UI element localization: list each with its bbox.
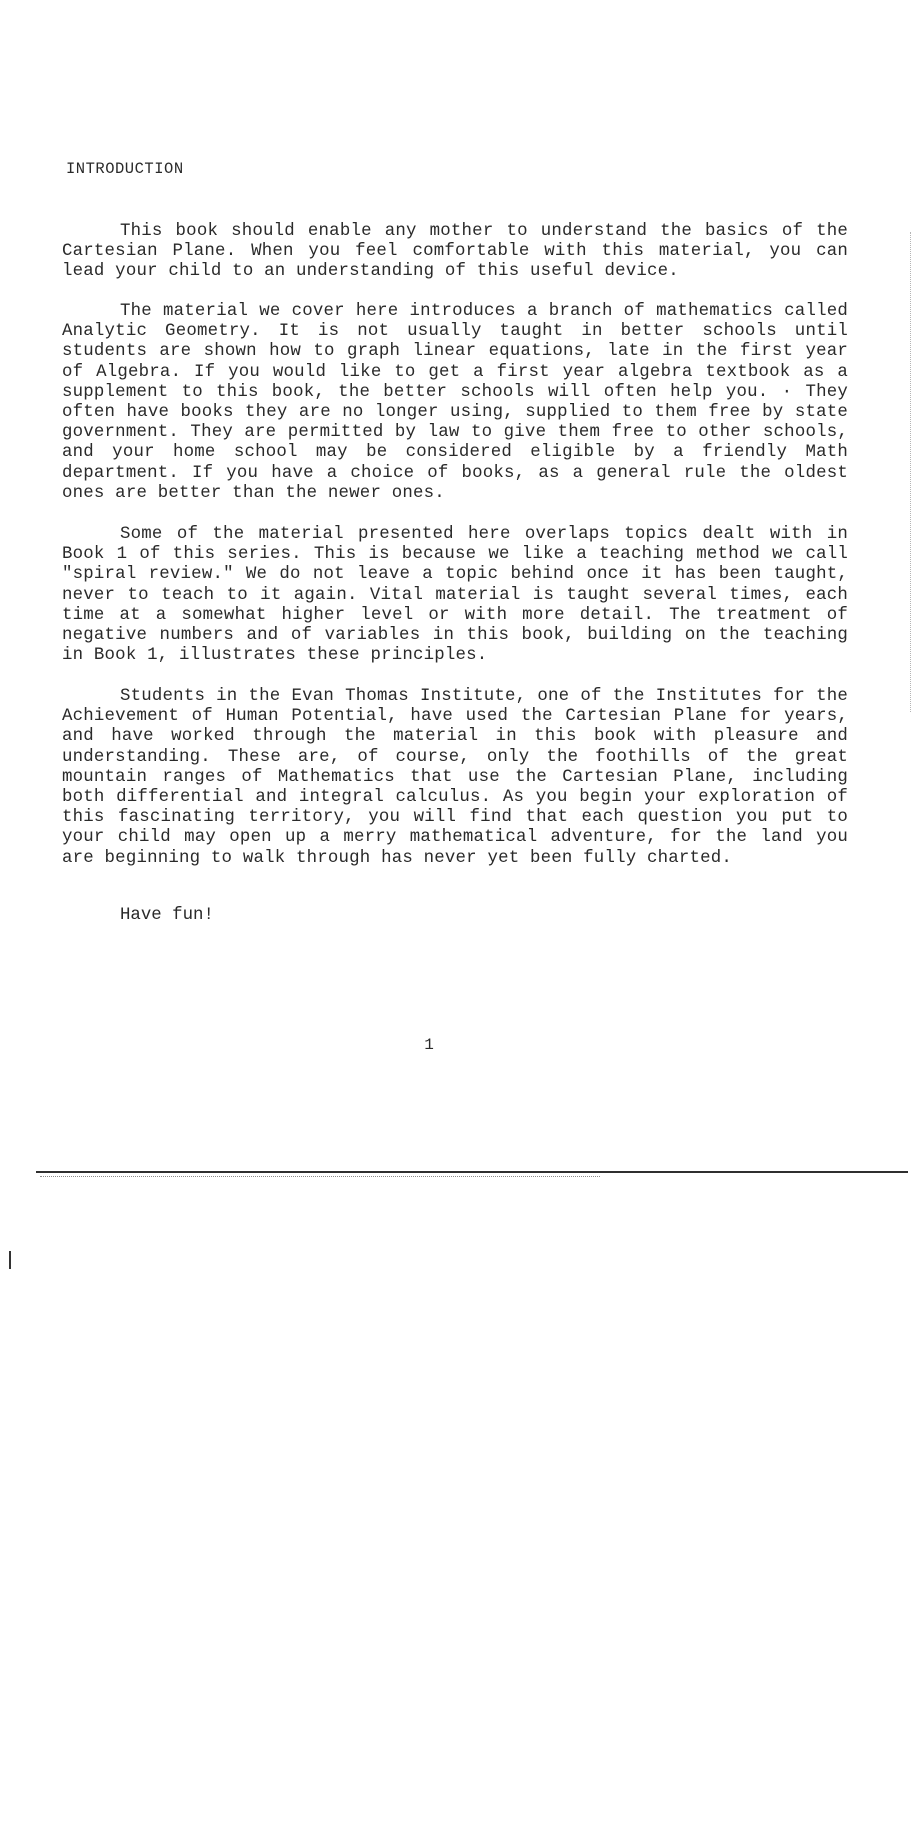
divider-scan-noise [40, 1176, 600, 1178]
page-divider-line [36, 1171, 908, 1173]
paragraph-4: Students in the Evan Thomas Institute, one of the Institutes for the Achievement of Human Potential, have used the Cartesian Plane for years, and have worked through the material in this book with pleasure and understanding. These are, of course, only the foothills of the great mountain ranges of Mathematics that use the Cartesian Plane, including both differential and integral calculus. As you begin your exploration of this fascinating territory, you will find that each question you put to your child may open up a merry mathematical adventure, for the land you are beginning to walk through has never yet been fully charted. [62, 687, 848, 868]
scan-edge-specks [910, 232, 912, 712]
paragraph-1: This book should enable any mother to understand the basics of the Cartesian Plane. When you feel comfortable with this material, you can lead your child to an understanding of this useful device. [62, 222, 848, 282]
page-number: 1 [424, 1036, 434, 1054]
paragraph-2: The material we cover here introduces a branch of mathematics called Analytic Geometry. It is not usually taught in better schools until students are shown how to graph linear equations, late in the first year of Algebra. If you would like to get a first year algebra textbook as a supplement to this book, the better schools will often help you. · They often have books they are no longer using, supplied to them free by state government. They are permitted by law to give them free to other schools, and your home school may be considered eligible by a friendly Math department. If you have a choice of books, as a general rule the oldest ones are better than the newer ones. [62, 302, 848, 503]
paragraph-3: Some of the material presented here overlaps topics dealt with in Book 1 of this series. This is because we like a teaching method we call "spiral review." We do not leave a topic behind once it has been taught, never to teach to it again. Vital material is taught several times, each time at a somewhat higher level or with more detail. The treatment of negative numbers and of variables in this book, building on the teaching in Book 1, illustrates these principles. [62, 525, 848, 666]
section-heading: INTRODUCTION [66, 160, 184, 178]
closing-line: Have fun! [120, 906, 214, 925]
margin-mark [9, 1251, 11, 1269]
